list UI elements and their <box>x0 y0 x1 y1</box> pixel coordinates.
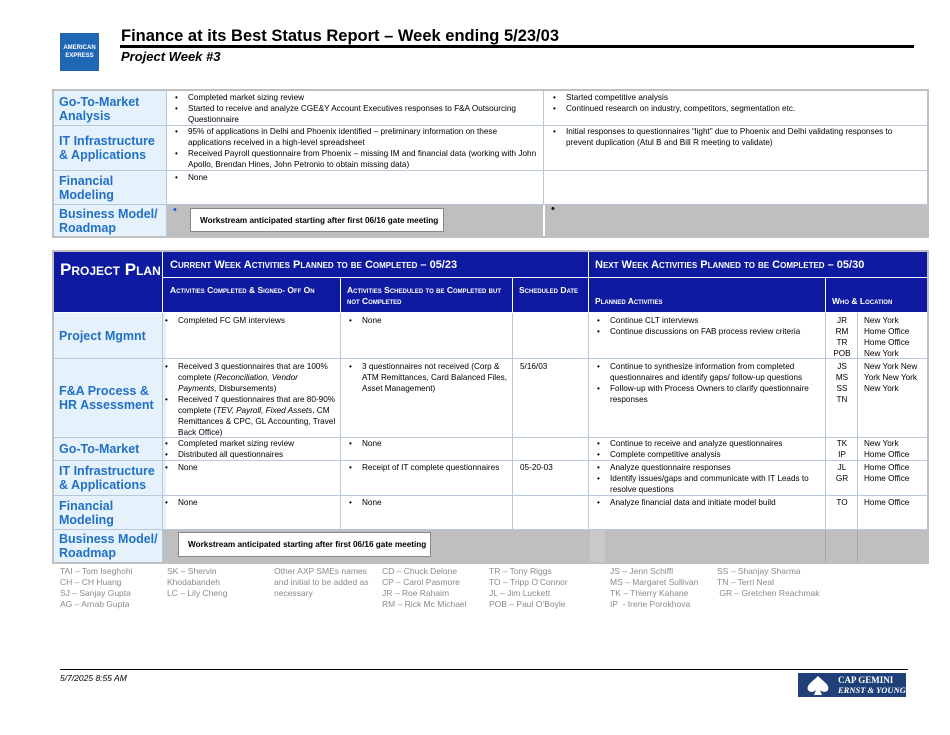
fin-location: Home Office <box>864 498 910 507</box>
summary-gtm-right <box>550 92 920 114</box>
list-item <box>178 361 337 394</box>
list-item: • Receipt of IT complete questionnaires <box>362 462 510 473</box>
divider <box>162 313 163 562</box>
list-item: • Started to receive and analyze CGE&Y Account Executives responses to F&A Outsourcing Questionnaire <box>188 103 542 125</box>
fa-completed <box>167 361 337 438</box>
page-title: Finance at its Best Status Report – Week ending 5/23/03 <box>121 27 559 45</box>
divider <box>54 170 927 171</box>
plan-label-fin: Financial Modeling <box>54 496 166 529</box>
divider <box>857 530 858 562</box>
divider <box>543 91 544 204</box>
amex-logo <box>60 33 99 71</box>
list-item: • None <box>178 497 337 508</box>
list-item: • Received Payroll questionnaire from Phoenix – missing IM and financial data (working with John Apollo, Brendan Hines, John Petronio to obtain missing data) <box>188 148 540 170</box>
pm-location: New York Home Office Home Office New York <box>864 316 910 358</box>
plan-label-pm: Project Mgmnt <box>54 313 166 358</box>
list-item: • Identify issues/gaps and communicate with IT Leads to resolve questions <box>610 473 822 495</box>
gtm-location: New York Home Office <box>864 439 910 459</box>
legend-col-6: JS – Jenn Schiffl MS – Margaret Sullivan TK – Thierry Kahane IP - Irene Porokhova <box>610 566 699 609</box>
it-scheduled <box>346 462 510 473</box>
list-item: • Complete competitive analysis <box>610 449 822 460</box>
list-item <box>178 394 337 438</box>
summary-label-bm: Business Model/ Roadmap <box>54 205 166 236</box>
list-item: • 95% of applications in Delhi and Phoenix identified – preliminary information on these applications received in a high-level spreadsheet <box>188 126 540 148</box>
list-item: • Continue CLT interviews <box>610 315 822 326</box>
logo-line1: AMERICAN <box>63 45 96 51</box>
spade-icon <box>800 673 836 697</box>
list-item: • Started competitive analysis <box>566 92 920 103</box>
fa-b1-pre: Received 3 questionnaires that are 100% complete ( <box>178 362 328 382</box>
divider <box>54 358 927 359</box>
footer-rule <box>60 669 908 670</box>
bullet-icon: • <box>551 203 555 215</box>
pm-completed <box>167 315 337 326</box>
summary-label-fin: Financial Modeling <box>54 171 166 204</box>
plan-label-it: IT Infrastructure & Applications <box>54 461 166 495</box>
fa-who: JS MS SS TN <box>835 362 849 404</box>
divider <box>166 91 167 236</box>
col-who-header: Who & Location <box>826 278 927 312</box>
list-item: • Continued research on industry, competitors, segmentation etc. <box>566 103 920 114</box>
plan-label-fa: F&A Process & HR Assessment <box>54 359 166 437</box>
capgemini-logo <box>798 673 906 697</box>
legend-col-7: SS – Shanjay Sharma TN – Terri Neal GR – Gretchen Reachmak <box>717 566 820 598</box>
list-item: • None <box>178 462 337 473</box>
gtm-scheduled <box>346 438 510 449</box>
pm-planned <box>594 315 822 337</box>
col-completed-header: Activities Completed & Signed- Off On <box>163 278 340 312</box>
fin-planned <box>594 497 822 508</box>
it-location: Home Office Home Office <box>864 463 910 483</box>
title-rule <box>120 45 914 48</box>
gtm-completed <box>167 438 337 460</box>
fin-completed <box>167 497 337 508</box>
pm-who: JR RM TR POB <box>833 316 851 358</box>
fa-location: New York New York New York New York <box>864 362 918 393</box>
plan-bm-note: Workstream anticipated starting after first 06/16 gate meeting <box>178 532 431 557</box>
it-who: JL GR <box>835 463 849 483</box>
fa-b1-post: Disbursements) <box>216 384 277 393</box>
legend-col-1: TAI – Tom Iseghohi CH – CH Huang SJ – Sanjay Gupta AG – Arnab Gupta <box>60 566 133 609</box>
legend-col-5: TR – Tony Riggs TO – Tripp O’Connor JL – Jim Luckett POB – Paul O’Boyle <box>489 566 568 609</box>
it-completed <box>167 462 337 473</box>
divider <box>825 530 826 562</box>
fin-who: TO <box>836 498 848 507</box>
it-date: 05-20-03 <box>520 463 553 472</box>
it-planned <box>594 462 822 495</box>
summary-gtm-left <box>172 92 542 125</box>
summary-it-left <box>172 126 540 170</box>
legend-col-4: CD – Chuck Delone CP – Carol Pasmore JR – Roe Rahaim RM – Rick Mc Michael <box>382 566 467 609</box>
fa-scheduled <box>346 361 510 394</box>
list-item: • 3 questionnaires not received (Corp & ATM Remittances, Card Balanced Files, Asset Management) <box>362 361 510 394</box>
summary-label-gtm: Go-To-Market Analysis <box>54 91 166 126</box>
plan-bm-grey-gap <box>590 530 605 562</box>
logo-line2: EXPRESS <box>65 53 94 59</box>
page-subtitle: Project Week #3 <box>121 49 221 64</box>
fa-date: 5/16/03 <box>520 362 548 371</box>
list-item: • Initial responses to questionnaires “light” due to Phoenix and Delhi validating responses to prevent duplication (Atul B and Bill R meeting to validate) <box>566 126 920 148</box>
list-item: • Continue to receive and analyze questionnaires <box>610 438 822 449</box>
summary-it-right <box>550 126 920 148</box>
list-item: • Follow-up with Process Owners to clarify questionnaire responses <box>610 383 822 405</box>
list-item: • Completed market sizing review <box>188 92 542 103</box>
legend-col-2: SK – Shervin Khodabandeh LC – Lily Cheng <box>167 566 228 598</box>
fa-planned <box>594 361 822 405</box>
brand-line-1: CAP GEMINI <box>838 675 894 685</box>
fa-b2-italic: TEV, Payroll, Fixed Assets <box>216 406 313 415</box>
summary-fin-left <box>172 172 540 183</box>
summary-bm-right-cell <box>545 205 927 236</box>
fa-b2-pre: Received 7 questionnaires that are 80-90% complete ( <box>178 395 336 415</box>
gtm-planned <box>594 438 822 460</box>
gtm-who: TK IP <box>836 439 848 459</box>
summary-bm-note: Workstream anticipated starting after first 06/16 gate meeting <box>190 208 444 232</box>
brand-line-2: ERNST & YOUNG <box>838 685 906 695</box>
fin-scheduled <box>346 497 510 508</box>
list-item: • Distributed all questionnaires <box>178 449 337 460</box>
list-item: • Continue discussions on FAB process review criteria <box>610 326 822 337</box>
list-item: • None <box>362 438 510 449</box>
list-item: • Analyze questionnaire responses <box>610 462 822 473</box>
list-item: • Completed FC GM interviews <box>178 315 337 326</box>
summary-label-it: IT Infrastructure & Applications <box>54 126 166 170</box>
divider <box>512 313 513 530</box>
footer-date: 5/7/2025 8:55 AM <box>60 673 127 683</box>
fa-b1-italic: Reconciliation, Vendor Payments, <box>178 373 298 393</box>
divider <box>588 313 589 530</box>
list-item: • Completed market sizing review <box>178 438 337 449</box>
plan-label-bm: Business Model/ Roadmap <box>54 530 166 562</box>
divider <box>54 460 927 461</box>
list-item: • Analyze financial data and initiate model build <box>610 497 822 508</box>
list-item: • None <box>188 172 540 183</box>
bullet-icon: • <box>173 204 177 216</box>
fa-b2-post: , CM Remittances & CPC, GL Accounting, Travel Back Office) <box>178 406 336 437</box>
divider <box>54 495 927 496</box>
plan-label-gtm: Go-To-Market <box>54 438 166 460</box>
list-item: • None <box>362 315 510 326</box>
col-date-header: Scheduled Date <box>513 278 588 312</box>
list-item: • None <box>362 497 510 508</box>
col-planned-header: Planned Activities <box>589 278 825 312</box>
divider <box>340 313 341 530</box>
list-item: • Continue to synthesize information from completed questionnaires and identify gaps/ follow-up questions <box>610 361 822 383</box>
pm-scheduled <box>346 315 510 326</box>
current-week-header: Current Week Activities Planned to be Completed – 05/23 <box>163 252 588 277</box>
col-scheduled-header: Activities Scheduled to be Completed but not Completed <box>341 278 512 312</box>
plan-bm-grey-right <box>605 530 927 562</box>
next-week-header: Next Week Activities Planned to be Completed – 05/30 <box>589 252 927 277</box>
project-plan-title: Project Plan <box>54 252 162 312</box>
legend-col-3: Other AXP SMEs names and initial to be added as necessary <box>274 566 369 598</box>
